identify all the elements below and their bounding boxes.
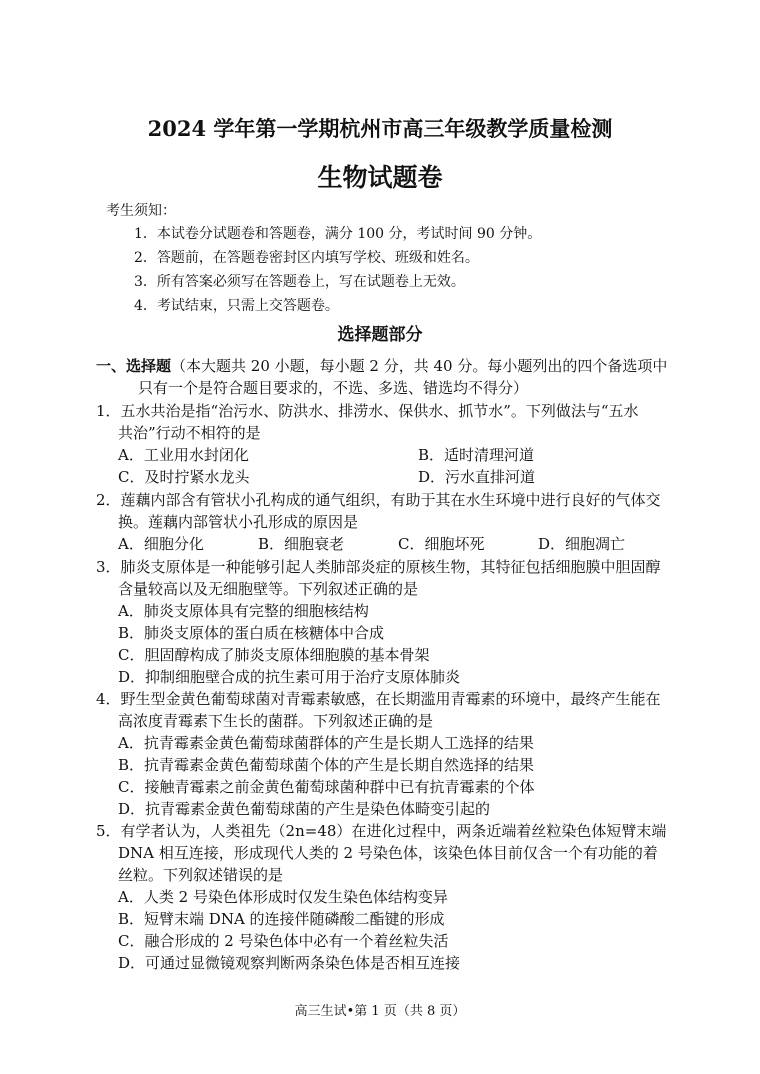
- question-1-option-c: C．及时拧紧水龙头: [118, 468, 250, 486]
- question-5-stem: 丝粒。下列叙述错误的是: [118, 866, 284, 884]
- question-5-option-b: B．短臂末端 DNA 的连接伴随磷酸二酯键的形成: [118, 910, 445, 928]
- question-4-stem: 4．野生型金黄色葡萄球菌对青霉素敏感，在长期滥用青霉素的环境中，最终产生能在: [96, 690, 661, 708]
- question-5-option-a: A．人类 2 号染色体形成时仅发生染色体结构变异: [118, 888, 448, 906]
- section-intro-line-2: 只有一个是符合题目要求的，不选、多选、错选均不得分）: [138, 379, 529, 397]
- notice-item: 1．本试卷分试题卷和答题卷，满分 100 分，考试时间 90 分钟。: [134, 226, 542, 242]
- notice-item: 2．答题前，在答题卷密封区内填写学校、班级和姓名。: [134, 250, 479, 266]
- exam-subtitle: 生物试题卷: [317, 163, 443, 192]
- question-3-stem: 含量较高以及无细胞壁等。下列叙述正确的是: [118, 580, 419, 598]
- question-5-option-c: C．融合形成的 2 号染色体中必有一个着丝粒失活: [118, 932, 449, 950]
- notice-heading: 考生须知：: [106, 203, 176, 219]
- question-1-option-d: D．污水直排河道: [418, 468, 536, 486]
- notice-item: 4．考试结束，只需上交答题卷。: [134, 298, 339, 314]
- question-1-stem: 共治”行动不相符的是: [118, 424, 261, 442]
- question-4-option-a: A．抗青霉素金黄色葡萄球菌群体的产生是长期人工选择的结果: [118, 734, 534, 752]
- question-1-stem: 1．五水共治是指“治污水、防洪水、排涝水、保供水、抓节水”。下列做法与“五水: [96, 402, 639, 420]
- question-2-option-d: D．细胞凋亡: [538, 535, 626, 553]
- notice-item: 3．所有答案必须写在答题卷上，写在试题卷上无效。: [134, 274, 465, 290]
- exam-title: 2024 学年第一学期杭州市高三年级教学质量检测: [147, 116, 613, 141]
- question-3-option-c: C．胆固醇构成了肺炎支原体细胞膜的基本骨架: [118, 646, 430, 664]
- question-2-option-a: A．细胞分化: [118, 535, 204, 553]
- section-label: 一、选择题: [96, 357, 172, 375]
- question-2-stem: 换。莲藕内部管状小孔形成的原因是: [118, 513, 359, 531]
- question-3-option-a: A．肺炎支原体具有完整的细胞核结构: [118, 602, 369, 620]
- section-intro: [96, 355, 667, 377]
- question-4-option-c: C．接触青霉素之前金黄色葡萄球菌种群中已有抗青霉素的个体: [118, 778, 535, 796]
- question-5-stem: 5．有学者认为，人类祖先（2n=48）在进化过程中，两条近端着丝粒染色体短臂末端: [96, 822, 667, 840]
- question-2-option-b: B．细胞衰老: [258, 535, 345, 553]
- question-2-option-c: C．细胞坏死: [398, 535, 485, 553]
- question-3-option-d: D．抑制细胞壁合成的抗生素可用于治疗支原体肺炎: [118, 668, 461, 686]
- question-1-option-a: A．工业用水封闭化: [118, 446, 249, 464]
- page-footer: 高三生试•第 1 页（共 8 页）: [294, 1004, 466, 1019]
- section-intro-line-1: （本大题共 20 小题，每小题 2 分，共 40 分。每小题列出的四个备选项中: [171, 357, 668, 375]
- question-4-option-b: B．抗青霉素金黄色葡萄球菌个体的产生是长期自然选择的结果: [118, 756, 535, 774]
- question-5-option-d: D．可通过显微镜观察判断两条染色体是否相互连接: [118, 954, 461, 972]
- question-3-stem: 3．肺炎支原体是一种能够引起人类肺部炎症的原核生物，其特征包括细胞膜中胆固醇: [96, 558, 661, 576]
- question-3-option-b: B．肺炎支原体的蛋白质在核糖体中合成: [118, 624, 385, 642]
- question-4-option-d: D．抗青霉素金黄色葡萄球菌的产生是染色体畸变引起的: [118, 800, 491, 818]
- question-5-stem: DNA 相互连接，形成现代人类的 2 号染色体，该染色体目前仅含一个有功能的着: [118, 844, 658, 862]
- question-2-stem: 2．莲藕内部含有管状小孔构成的通气组织，有助于其在水生环境中进行良好的气体交: [96, 491, 661, 509]
- question-1-option-b: B．适时清理河道: [418, 446, 535, 464]
- question-4-stem: 高浓度青霉素下生长的菌群。下列叙述正确的是: [118, 712, 434, 730]
- section-heading: 选择题部分: [337, 325, 423, 345]
